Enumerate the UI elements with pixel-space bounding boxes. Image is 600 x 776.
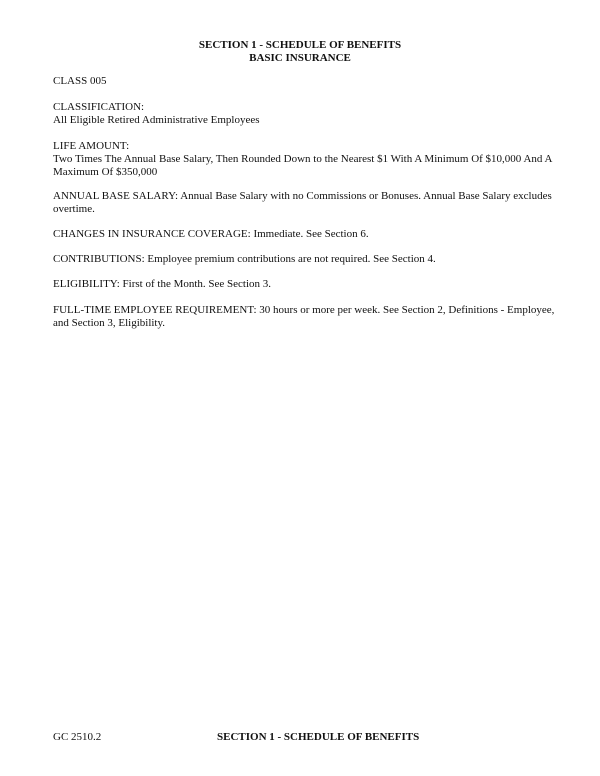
life-amount-label: LIFE AMOUNT:: [53, 140, 130, 152]
full-time-requirement-paragraph: FULL-TIME EMPLOYEE REQUIREMENT: 30 hours or more per week. See Section 2, Definitions - Employee, and Section 3, Eligibility.: [53, 304, 555, 329]
footer-form-code: GC 2510.2: [53, 731, 102, 743]
footer-section-title: SECTION 1 - SCHEDULE OF BENEFITS: [217, 731, 420, 743]
life-amount-block: [53, 140, 573, 179]
contributions-paragraph: CONTRIBUTIONS: Employee premium contributions are not required. See Section 4.: [53, 253, 436, 265]
class-line: CLASS 005: [53, 75, 107, 87]
classification-value: All Eligible Retired Administrative Employees: [53, 114, 260, 126]
annual-base-salary-paragraph: ANNUAL BASE SALARY: Annual Base Salary with no Commissions or Bonuses. Annual Base Salary excludes overtime.: [53, 190, 552, 215]
changes-in-coverage-paragraph: CHANGES IN INSURANCE COVERAGE: Immediate. See Section 6.: [53, 228, 369, 240]
life-amount-value: Two Times The Annual Base Salary, Then Rounded Down to the Nearest $1 With A Minimum Of $10,000 And A Maximum Of $350,000: [53, 153, 552, 178]
section-title: SECTION 1 - SCHEDULE OF BENEFITS: [198, 39, 402, 51]
section-subtitle: BASIC INSURANCE: [249, 52, 351, 64]
classification-block: [53, 101, 573, 127]
classification-label: CLASSIFICATION:: [53, 101, 145, 113]
eligibility-paragraph: ELIGIBILITY: First of the Month. See Section 3.: [53, 278, 272, 290]
page-header: [0, 39, 600, 65]
